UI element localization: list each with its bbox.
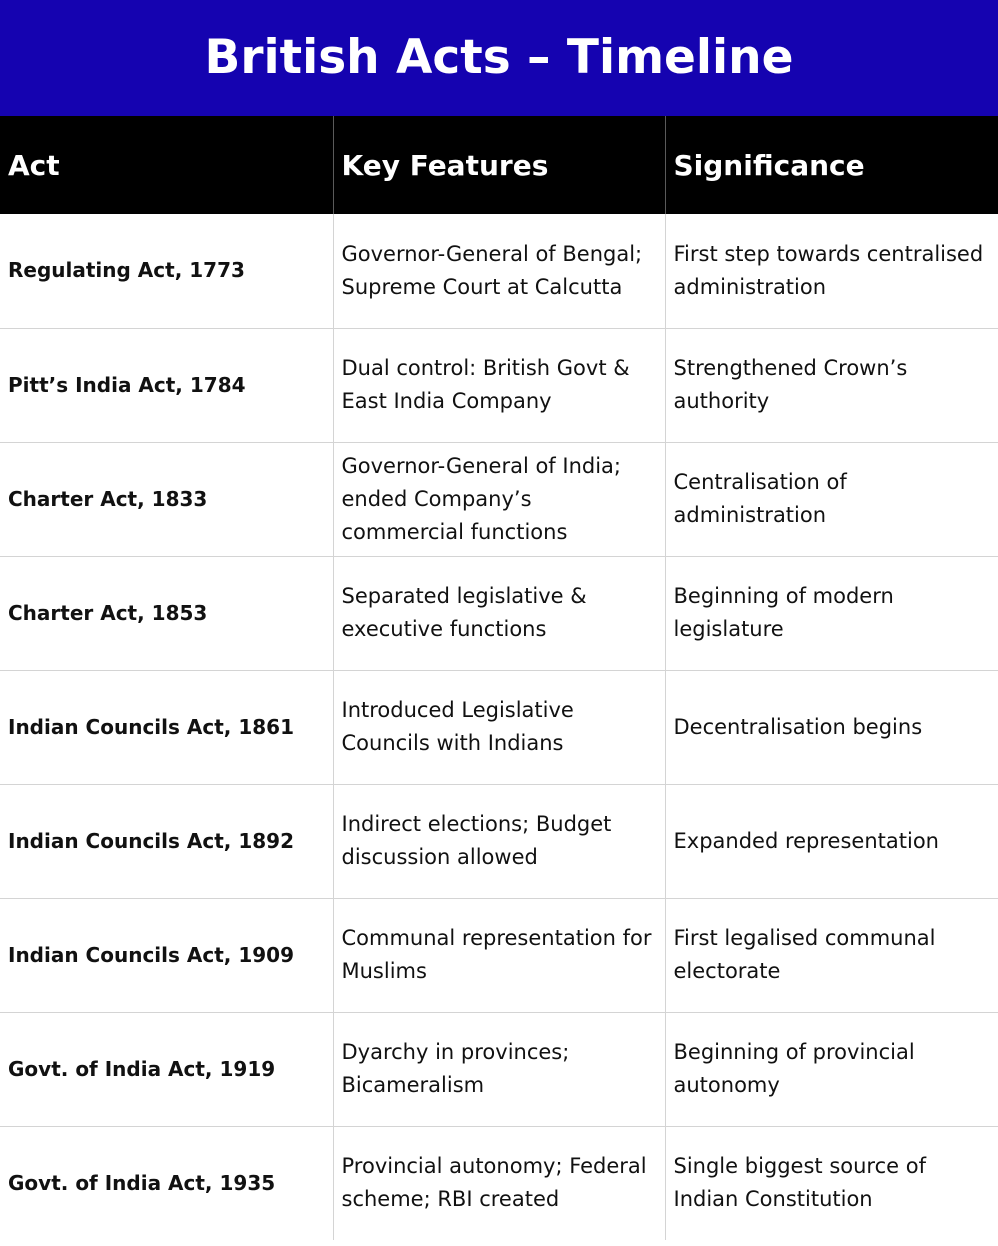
act-cell: Indian Councils Act, 1861 bbox=[0, 670, 333, 784]
significance-cell: First legalised communal electorate bbox=[665, 898, 998, 1012]
features-cell: Communal representation for Muslims bbox=[333, 898, 665, 1012]
significance-cell: Strengthened Crown’s authority bbox=[665, 328, 998, 442]
table-row bbox=[0, 328, 998, 442]
header-row bbox=[0, 116, 998, 214]
table-row bbox=[0, 784, 998, 898]
table-header bbox=[0, 116, 998, 214]
column-header-significance: Significance bbox=[673, 148, 865, 182]
features-cell: Governor-General of Bengal; Supreme Court at Calcutta bbox=[333, 214, 665, 328]
act-cell: Indian Councils Act, 1909 bbox=[0, 898, 333, 1012]
table-body bbox=[0, 214, 998, 1240]
table-row bbox=[0, 556, 998, 670]
significance-cell: Beginning of modern legislature bbox=[665, 556, 998, 670]
table-row bbox=[0, 670, 998, 784]
act-cell: Charter Act, 1833 bbox=[0, 442, 333, 556]
act-cell: Govt. of India Act, 1935 bbox=[0, 1126, 333, 1240]
column-header-key-features: Key Features bbox=[333, 116, 665, 214]
act-cell: Regulating Act, 1773 bbox=[0, 214, 333, 328]
act-cell: Indian Councils Act, 1892 bbox=[0, 784, 333, 898]
features-cell: Separated legislative & executive functions bbox=[333, 556, 665, 670]
features-cell: Dyarchy in provinces; Bicameralism bbox=[333, 1012, 665, 1126]
act-cell: Charter Act, 1853 bbox=[0, 556, 333, 670]
significance-cell: Single biggest source of Indian Constitution bbox=[673, 1154, 926, 1212]
significance-cell: Centralisation of administration bbox=[665, 442, 998, 556]
features-cell: Indirect elections; Budget discussion allowed bbox=[333, 784, 665, 898]
features-cell: Provincial autonomy; Federal scheme; RBI created bbox=[333, 1126, 665, 1240]
significance-cell: First step towards centralised administration bbox=[665, 214, 998, 328]
table-row bbox=[0, 442, 998, 556]
table-row bbox=[0, 1126, 998, 1240]
significance-cell: Decentralisation begins bbox=[665, 670, 998, 784]
act-cell: Govt. of India Act, 1919 bbox=[0, 1012, 333, 1126]
features-cell: Introduced Legislative Councils with Indians bbox=[333, 670, 665, 784]
acts-table bbox=[0, 116, 998, 1240]
page-title: British Acts – Timeline bbox=[204, 29, 794, 85]
column-header-act: Act bbox=[0, 116, 333, 214]
title-bar bbox=[0, 0, 998, 116]
significance-cell: Expanded representation bbox=[665, 784, 998, 898]
features-cell: Governor-General of India; ended Company’s commercial functions bbox=[333, 442, 665, 556]
act-cell: Pitt’s India Act, 1784 bbox=[0, 328, 333, 442]
significance-cell: Beginning of provincial autonomy bbox=[665, 1012, 998, 1126]
table-row bbox=[0, 1012, 998, 1126]
table-row bbox=[0, 898, 998, 1012]
features-cell: Dual control: British Govt & East India Company bbox=[333, 328, 665, 442]
table-row bbox=[0, 214, 998, 328]
